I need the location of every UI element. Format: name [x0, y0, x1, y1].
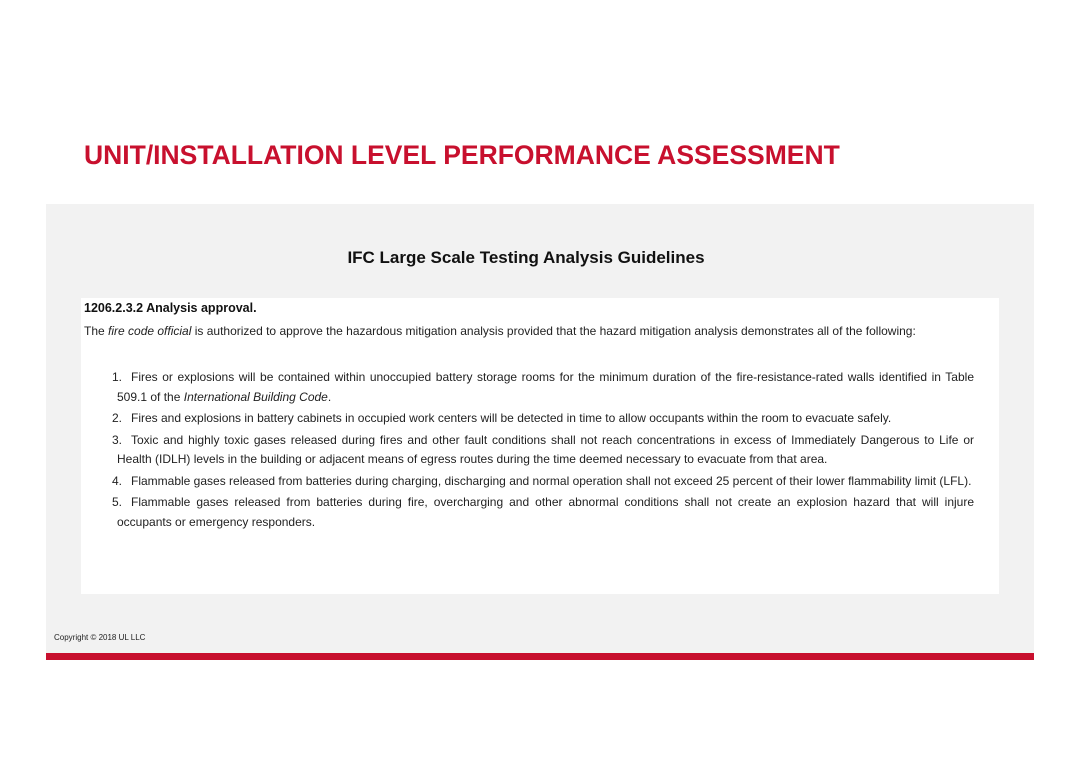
code-excerpt: [81, 298, 999, 594]
condition-item: [112, 368, 974, 407]
condition-text-before: Flammable gases released from batteries during fire, overcharging and other abnormal conditions shall not create an explosion hazard that will injure occupants or emergency responders.: [117, 495, 974, 529]
intro-paragraph: [84, 322, 974, 341]
condition-number: 3.: [112, 432, 123, 447]
slide-title: UNIT/INSTALLATION LEVEL PERFORMANCE ASSESSMENT: [84, 140, 840, 170]
condition-item: [112, 409, 974, 429]
condition-text-after: .: [327, 389, 332, 404]
condition-text-before: Toxic and highly toxic gases released during fires and other fault conditions shall not reach concentrations in excess of Immediately Dangerous to Life or Health (IDLH) levels in the building or adjacent means of egress routes during the time deemed necessary to evacuate from that area.: [117, 432, 974, 466]
conditions-list: [112, 368, 974, 534]
condition-text: [117, 472, 974, 492]
copyright-notice: Copyright © 2018 UL LLC: [54, 633, 146, 642]
condition-number: 5.: [112, 495, 123, 509]
content-panel: [46, 204, 1034, 653]
section-heading: 1206.2.3.2 Analysis approval.: [84, 301, 257, 315]
condition-emphasis: International Building Code: [183, 389, 328, 404]
condition-text-before: Fires or explosions will be contained within unoccupied battery storage rooms for the minimum duration of the fire-resistance-rated walls identified in Table 509.1 of the: [117, 370, 974, 404]
condition-text: [117, 368, 974, 407]
panel-heading: IFC Large Scale Testing Analysis Guidelines: [347, 248, 705, 267]
condition-item: [112, 431, 974, 470]
intro-suffix: is authorized to approve the hazardous mitigation analysis provided that the hazard mitigation analysis demonstrates all of the following:: [191, 324, 916, 338]
condition-item: [112, 493, 974, 532]
condition-text-before: Flammable gases released from batteries during charging, discharging and normal operation shall not exceed 25 percent of their lower flammability limit (LFL).: [131, 473, 972, 488]
footer-accent-bar: [46, 653, 1034, 660]
condition-number: 4.: [112, 473, 123, 488]
intro-prefix: The: [84, 324, 109, 338]
condition-number: 1.: [112, 370, 123, 384]
condition-text: [117, 431, 974, 470]
condition-text: [117, 409, 974, 429]
condition-item: [112, 472, 974, 492]
intro-emphasis: fire code official: [108, 324, 192, 338]
condition-text: [117, 493, 974, 532]
condition-number: 2.: [112, 411, 123, 425]
condition-text-before: Fires and explosions in battery cabinets in occupied work centers will be detected in time to allow occupants within the room to evacuate safely.: [131, 411, 892, 425]
